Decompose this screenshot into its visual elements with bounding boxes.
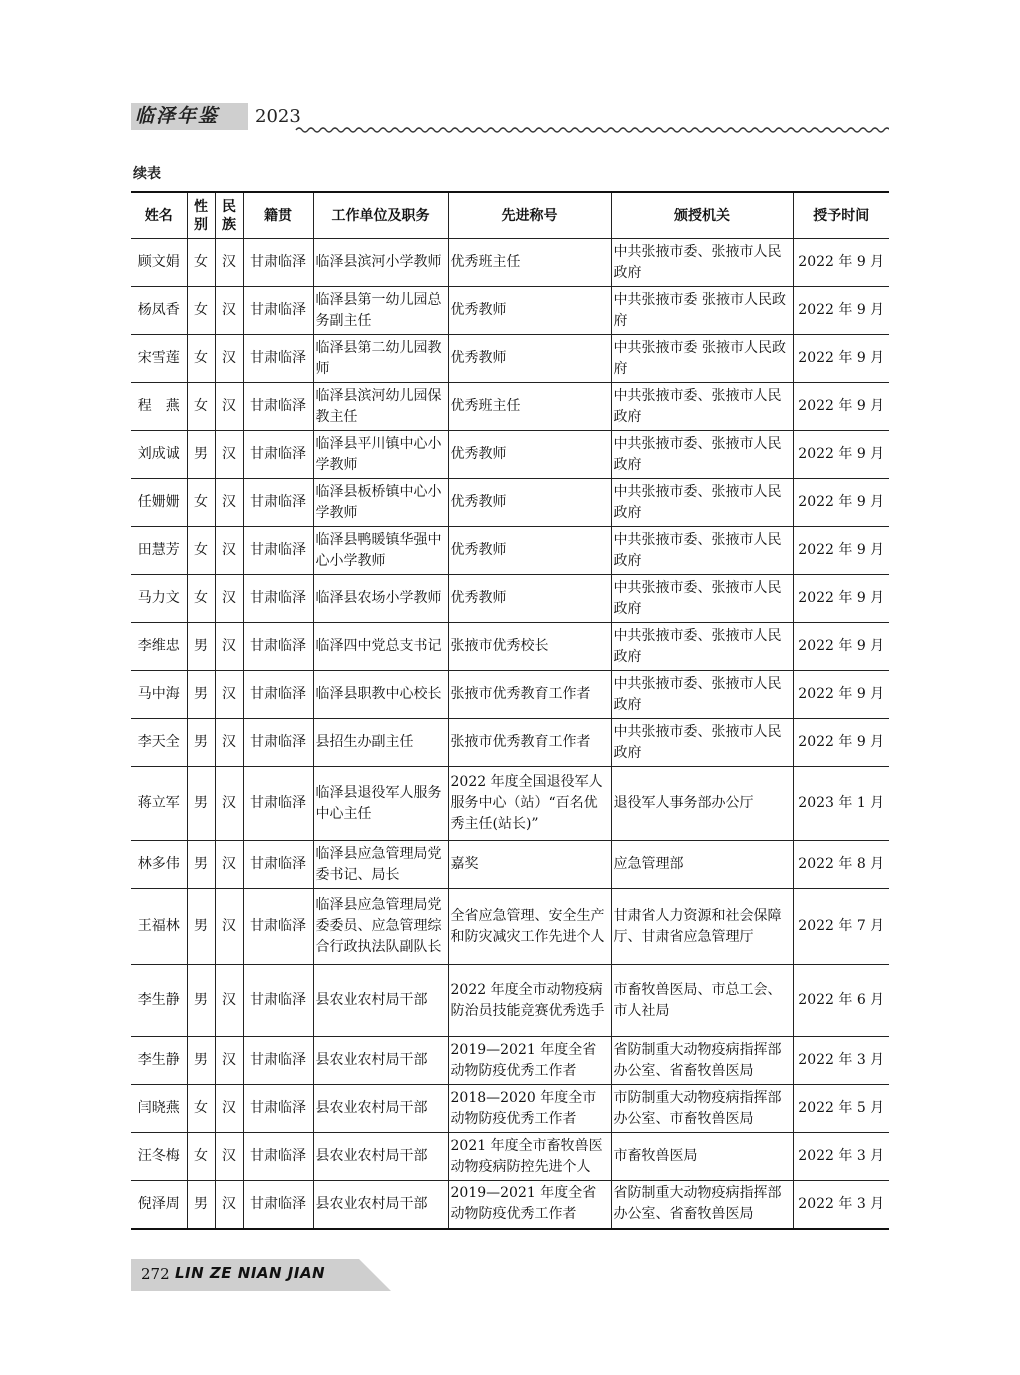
table-cell: 县招生办副主任 [313,719,448,767]
table-cell: 2022 年度全国退役军人服务中心（站）“百名优秀主任(站长)” [448,767,611,841]
table-row [131,1133,889,1181]
table-cell: 女 [187,527,215,575]
table-cell: 李生静 [131,1037,187,1085]
table-cell: 优秀班主任 [448,383,611,431]
table-cell: 优秀班主任 [448,239,611,287]
table-cell: 汉 [215,1037,243,1085]
col-header: 性别 [187,192,215,239]
table-row [131,479,889,527]
table-cell: 2022 年 9 月 [793,383,889,431]
table-cell: 汉 [215,239,243,287]
table-cell: 2022 年 3 月 [793,1181,889,1229]
table-cell: 杨凤香 [131,287,187,335]
col-header: 工作单位及职务 [313,192,448,239]
table-cell: 临泽县板桥镇中心小学教师 [313,479,448,527]
table-cell: 2022 年 9 月 [793,671,889,719]
table-cell: 马中海 [131,671,187,719]
table-row [131,719,889,767]
table-cell: 女 [187,1133,215,1181]
table-cell: 2022 年 6 月 [793,965,889,1037]
table-cell: 甘肃临泽 [243,623,313,671]
table-cell: 临泽县第一幼儿园总务副主任 [313,287,448,335]
table-cell: 优秀教师 [448,335,611,383]
yearbook-year: 2023 [255,106,301,127]
table-cell: 女 [187,383,215,431]
col-header: 授予时间 [793,192,889,239]
table-cell: 2022 年 9 月 [793,527,889,575]
table-cell: 中共张掖市委、张掖市人民政府 [611,431,793,479]
table-cell: 临泽县农场小学教师 [313,575,448,623]
table-cell: 甘肃临泽 [243,527,313,575]
table-cell: 汉 [215,719,243,767]
table-row [131,1037,889,1085]
table-cell: 男 [187,965,215,1037]
table-cell: 县农业农村局干部 [313,1037,448,1085]
col-header: 颁授机关 [611,192,793,239]
table-cell: 中共张掖市委、张掖市人民政府 [611,575,793,623]
table-cell: 中共张掖市委、张掖市人民政府 [611,527,793,575]
table-cell: 全省应急管理、安全生产和防灾减灾工作先进个人 [448,889,611,965]
table-cell: 汉 [215,767,243,841]
page-footer [131,1259,391,1291]
table-cell: 市畜牧兽医局、市总工会、市人社局 [611,965,793,1037]
table-cell: 县农业农村局干部 [313,1133,448,1181]
table-row [131,527,889,575]
table-cell: 闫晓燕 [131,1085,187,1133]
table-cell: 临泽县滨河幼儿园保教主任 [313,383,448,431]
table-cell: 县农业农村局干部 [313,1181,448,1229]
table-cell: 汉 [215,671,243,719]
table-cell: 2022 年 9 月 [793,335,889,383]
table-cell: 2022 年 9 月 [793,623,889,671]
yearbook-title: 临泽年鉴 [131,103,248,130]
table-cell: 县农业农村局干部 [313,1085,448,1133]
table-cell: 临泽四中党总支书记 [313,623,448,671]
table-cell: 男 [187,1181,215,1229]
header-wave-rule [131,121,889,137]
table-cell: 汉 [215,623,243,671]
table-cell: 优秀教师 [448,431,611,479]
table-cell: 李生静 [131,965,187,1037]
table-cell: 中共张掖市委、张掖市人民政府 [611,671,793,719]
col-header: 姓名 [131,192,187,239]
table-cell: 汉 [215,841,243,889]
table-cell: 甘肃临泽 [243,335,313,383]
table-cell: 2022 年 9 月 [793,575,889,623]
col-header: 先进称号 [448,192,611,239]
table-cell: 临泽县应急管理局党委委员、应急管理综合行政执法队副队长 [313,889,448,965]
table-cell: 倪泽周 [131,1181,187,1229]
table-cell: 甘肃临泽 [243,965,313,1037]
table-cell: 中共张掖市委、张掖市人民政府 [611,719,793,767]
table-cell: 林多伟 [131,841,187,889]
table-cell: 男 [187,431,215,479]
table-cell: 王福林 [131,889,187,965]
col-header: 民族 [215,192,243,239]
honors-table [131,191,889,1230]
table-cell: 女 [187,1085,215,1133]
table-cell: 中共张掖市委、张掖市人民政府 [611,383,793,431]
table-cell: 甘肃临泽 [243,431,313,479]
table-cell: 临泽县第二幼儿园教师 [313,335,448,383]
table-cell: 中共张掖市委、张掖市人民政府 [611,623,793,671]
table-cell: 男 [187,671,215,719]
table-cell: 汉 [215,1133,243,1181]
table-cell: 马力文 [131,575,187,623]
table-cell: 省防制重大动物疫病指挥部办公室、省畜牧兽医局 [611,1037,793,1085]
col-header: 籍贯 [243,192,313,239]
table-cell: 蒋立军 [131,767,187,841]
table-cell: 临泽县应急管理局党委书记、局长 [313,841,448,889]
table-cell: 优秀教师 [448,287,611,335]
table-row [131,965,889,1037]
table-cell: 女 [187,479,215,527]
table-row [131,671,889,719]
table-cell: 顾文娟 [131,239,187,287]
table-cell: 张掖市优秀教育工作者 [448,671,611,719]
table-row [131,575,889,623]
table-row [131,383,889,431]
table-cell: 汉 [215,383,243,431]
table-row [131,767,889,841]
table-header-row [131,192,889,239]
table-cell: 汉 [215,335,243,383]
table-row [131,239,889,287]
table-cell: 甘肃临泽 [243,575,313,623]
table-cell: 2019—2021 年度全省动物防疫优秀工作者 [448,1181,611,1229]
table-row [131,623,889,671]
table-cell: 2019—2021 年度全省动物防疫优秀工作者 [448,1037,611,1085]
table-cell: 女 [187,575,215,623]
table-cell: 张掖市优秀教育工作者 [448,719,611,767]
table-cell: 李天全 [131,719,187,767]
table-cell: 甘肃临泽 [243,287,313,335]
table-caption: 续表 [133,166,161,182]
table-cell: 甘肃临泽 [243,1037,313,1085]
table-cell: 2022 年 7 月 [793,889,889,965]
table-cell: 2021 年度全市畜牧兽医动物疫病防控先进个人 [448,1133,611,1181]
table-cell: 2023 年 1 月 [793,767,889,841]
table-cell: 2022 年度全市动物疫病防治员技能竞赛优秀选手 [448,965,611,1037]
table-cell: 应急管理部 [611,841,793,889]
footer-title: LIN ZE NIAN JIAN [175,1264,326,1282]
table-cell: 男 [187,841,215,889]
table-cell: 女 [187,287,215,335]
table-cell: 甘肃临泽 [243,889,313,965]
table-row [131,1181,889,1229]
table-cell: 中共张掖市委 张掖市人民政府 [611,335,793,383]
table-row [131,1085,889,1133]
table-body [131,239,889,1229]
table-cell: 宋雪莲 [131,335,187,383]
table-cell: 李维忠 [131,623,187,671]
table-cell: 女 [187,239,215,287]
table-cell: 甘肃临泽 [243,841,313,889]
table-cell: 优秀教师 [448,575,611,623]
table-cell: 汉 [215,1085,243,1133]
table-cell: 县农业农村局干部 [313,965,448,1037]
table-cell: 甘肃省人力资源和社会保障厅、甘肃省应急管理厅 [611,889,793,965]
table-cell: 嘉奖 [448,841,611,889]
page-header [131,101,889,137]
table-cell: 2022 年 9 月 [793,287,889,335]
table-cell: 汉 [215,1181,243,1229]
table-cell: 2022 年 3 月 [793,1037,889,1085]
table-cell: 张掖市优秀校长 [448,623,611,671]
table-cell: 汉 [215,479,243,527]
table-cell: 汉 [215,965,243,1037]
table-cell: 临泽县退役军人服务中心主任 [313,767,448,841]
table-row [131,889,889,965]
table-cell: 甘肃临泽 [243,767,313,841]
table-cell: 甘肃临泽 [243,1133,313,1181]
table-cell: 2022 年 9 月 [793,479,889,527]
table-row [131,841,889,889]
table-cell: 汉 [215,287,243,335]
table-cell: 男 [187,767,215,841]
table-cell: 程 燕 [131,383,187,431]
table-cell: 田慧芳 [131,527,187,575]
table-cell: 市畜牧兽医局 [611,1133,793,1181]
table-cell: 男 [187,889,215,965]
table-cell: 甘肃临泽 [243,1181,313,1229]
table-cell: 甘肃临泽 [243,671,313,719]
table-row [131,335,889,383]
table-cell: 优秀教师 [448,479,611,527]
table-row [131,287,889,335]
table-cell: 2022 年 9 月 [793,239,889,287]
table-cell: 2022 年 9 月 [793,431,889,479]
table-cell: 男 [187,719,215,767]
table-cell: 省防制重大动物疫病指挥部办公室、省畜牧兽医局 [611,1181,793,1229]
table-cell: 汉 [215,575,243,623]
table-cell: 临泽县平川镇中心小学教师 [313,431,448,479]
table-cell: 汪冬梅 [131,1133,187,1181]
table-cell: 市防制重大动物疫病指挥部办公室、市畜牧兽医局 [611,1085,793,1133]
table-cell: 甘肃临泽 [243,479,313,527]
table-cell: 甘肃临泽 [243,719,313,767]
table-cell: 临泽县滨河小学教师 [313,239,448,287]
table-cell: 2022 年 5 月 [793,1085,889,1133]
table-cell: 优秀教师 [448,527,611,575]
page-number: 272 [141,1265,170,1283]
table-cell: 汉 [215,431,243,479]
table-cell: 汉 [215,527,243,575]
table-cell: 中共张掖市委、张掖市人民政府 [611,239,793,287]
table-cell: 甘肃临泽 [243,383,313,431]
table-cell: 中共张掖市委 张掖市人民政府 [611,287,793,335]
table-cell: 2022 年 8 月 [793,841,889,889]
table-cell: 女 [187,335,215,383]
table-cell: 甘肃临泽 [243,1085,313,1133]
table-cell: 刘成诚 [131,431,187,479]
table-cell: 甘肃临泽 [243,239,313,287]
table-cell: 临泽县鸭暖镇华强中心小学教师 [313,527,448,575]
table-cell: 男 [187,623,215,671]
table-row [131,431,889,479]
table-cell: 中共张掖市委、张掖市人民政府 [611,479,793,527]
table-cell: 2018—2020 年度全市动物防疫优秀工作者 [448,1085,611,1133]
table-cell: 2022 年 3 月 [793,1133,889,1181]
table-cell: 男 [187,1037,215,1085]
table-cell: 任姗姗 [131,479,187,527]
table-cell: 退役军人事务部办公厅 [611,767,793,841]
table-cell: 临泽县职教中心校长 [313,671,448,719]
table-cell: 2022 年 9 月 [793,719,889,767]
table-cell: 汉 [215,889,243,965]
